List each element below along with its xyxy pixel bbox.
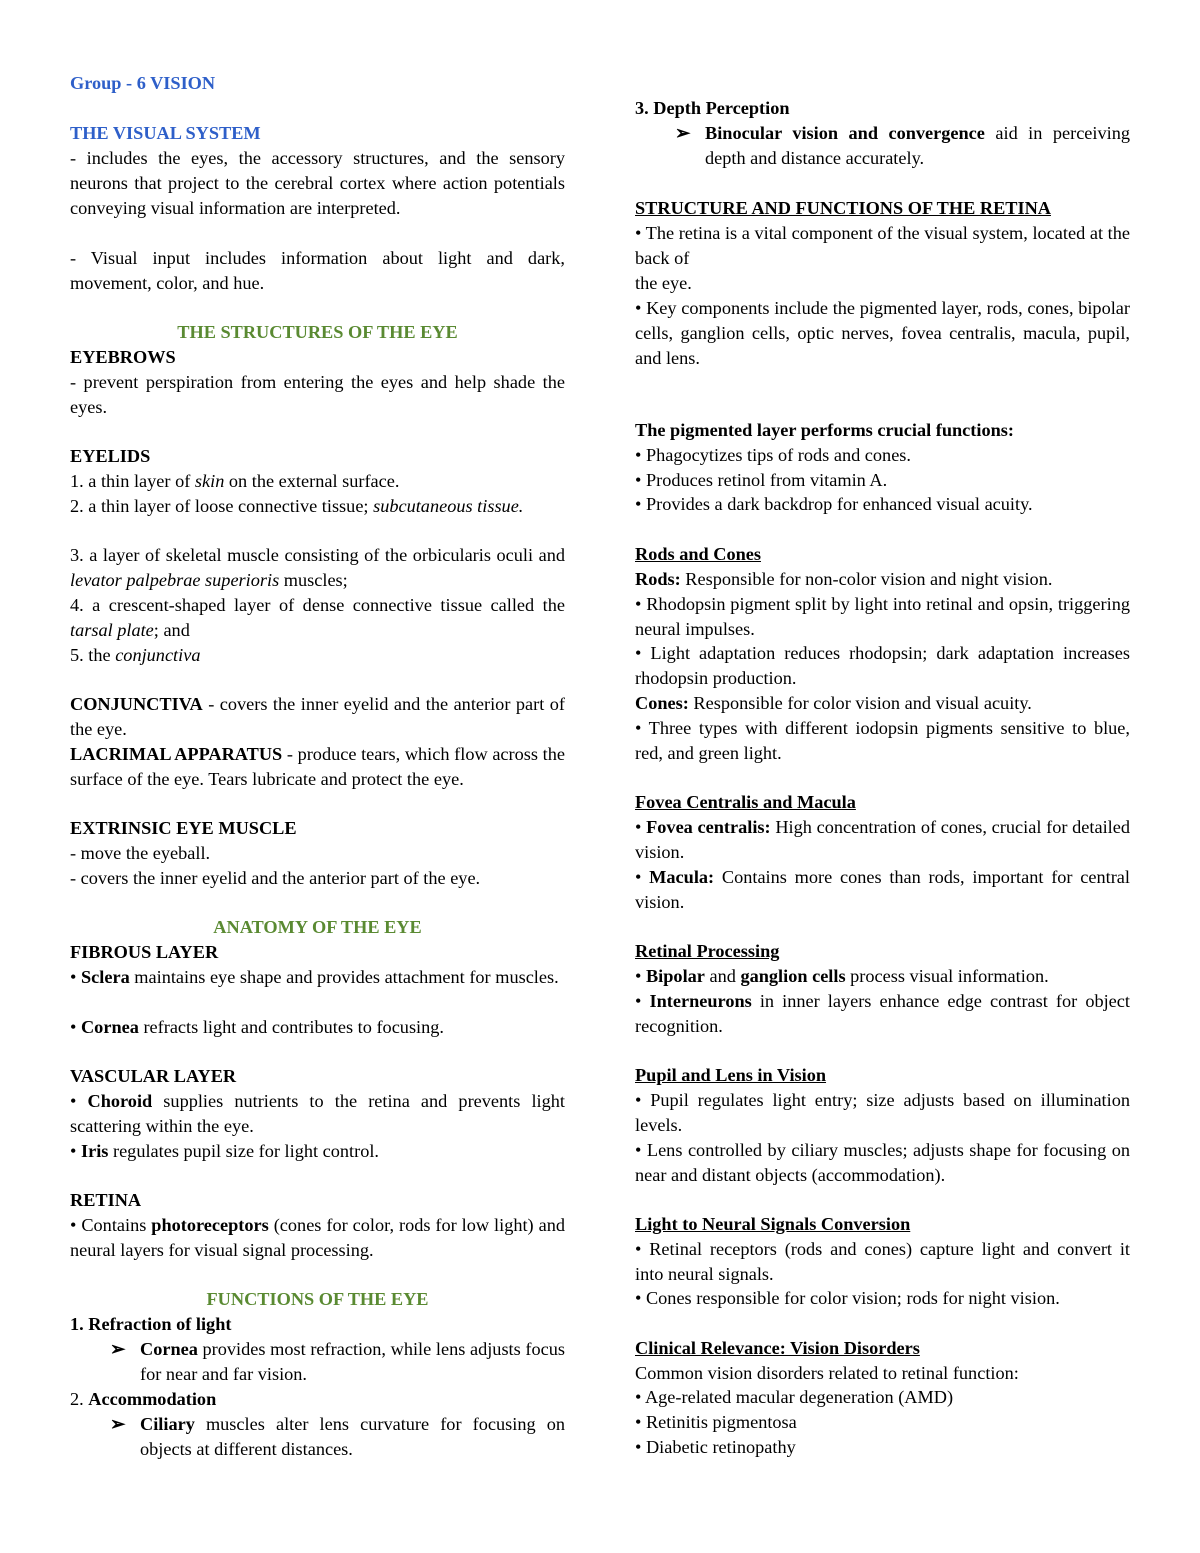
retina-title: RETINA	[70, 1190, 142, 1210]
cornea-text: refracts light and contributes to focusing.	[138, 1017, 444, 1037]
bullet: •	[635, 966, 646, 986]
function-2-title	[70, 1387, 565, 1412]
eyelid-3-levator: levator palpebrae superioris	[70, 569, 280, 590]
fibrous-item-sclera	[70, 965, 565, 990]
eyelid-item-5	[70, 643, 565, 668]
macula-term: Macula:	[649, 867, 715, 887]
pigmented-item-3: • Provides a dark backdrop for enhanced visual acuity.	[635, 494, 1033, 514]
clinical-intro: Common vision disorders related to retinal function:	[635, 1363, 1019, 1383]
eyelid-2-text-a: 2. a thin layer of loose connective tissue;	[70, 496, 374, 516]
rods-cones-heading: Rods and Cones	[635, 544, 761, 564]
lacrimal-entry	[70, 742, 565, 792]
rods-definition	[635, 567, 1130, 592]
visual-system-heading: THE VISUAL SYSTEM	[70, 123, 261, 143]
rods-item-2: • Light adaptation reduces rhodopsin; dark adaptation increases rhodopsin production.	[635, 643, 1130, 688]
structures-heading: THE STRUCTURES OF THE EYE	[177, 322, 458, 342]
extrinsic-muscle-line-1: - move the eyeball.	[70, 843, 211, 863]
fovea-text: High concentration of cones, crucial for detailed vision.	[635, 817, 1130, 862]
retina-paragraph-2: • Key components include the pigmented layer, rods, cones, bipolar cells, ganglion cells, optic nerves, fovea centralis, macula, pupil, and lens.	[635, 298, 1130, 368]
extrinsic-muscle-line-2: - covers the inner eyelid and the anterior part of the eye.	[70, 868, 481, 888]
function-2-text: muscles alter lens curvature for focusing on objects at different distances.	[140, 1414, 565, 1459]
depth-perception-item	[635, 121, 1130, 171]
iris-text: regulates pupil size for light control.	[108, 1141, 380, 1161]
conversion-item-2: • Cones responsible for color vision; rods for night vision.	[635, 1288, 1060, 1308]
conjunctiva-text: - covers the inner eyelid and the anterior part of the eye.	[70, 694, 565, 739]
anatomy-heading: ANATOMY OF THE EYE	[213, 917, 422, 937]
pupil-lens-item-2: • Lens controlled by ciliary muscles; adjusts shape for focusing on near and distant objects (accommodation).	[635, 1140, 1130, 1185]
eyelid-4-text-a: 4. a crescent-shaped layer of dense connective tissue called the	[70, 595, 565, 615]
retina-text-a: • Contains	[70, 1215, 152, 1235]
sclera-text: maintains eye shape and provides attachment for muscles.	[129, 967, 559, 987]
conversion-item-1: • Retinal receptors (rods and cones) capture light and convert it into neural signals.	[635, 1239, 1130, 1284]
disorder-item-2: • Retinitis pigmentosa	[635, 1412, 797, 1432]
processing-item-2	[635, 989, 1130, 1039]
rods-item-1: • Rhodopsin pigment split by light into retinal and opsin, triggering neural impulses.	[635, 594, 1130, 639]
eyelid-5-text-a: 5. the	[70, 645, 116, 665]
fovea-heading: Fovea Centralis and Macula	[635, 792, 856, 812]
lacrimal-text: - produce tears, which flow across the surface of the eye. Tears lubricate and protect the eye.	[70, 744, 565, 789]
eyelid-2-subcutaneous: subcutaneous tissue.	[373, 496, 524, 516]
function-1-title: 1. Refraction of light	[70, 1314, 232, 1334]
eyelid-item-2	[70, 494, 565, 519]
iris-term: Iris	[80, 1141, 109, 1161]
fovea-term: Fovea centralis:	[646, 817, 771, 837]
sclera-term: Sclera	[80, 967, 130, 987]
retina-structure-heading: STRUCTURE AND FUNCTIONS OF THE RETINA	[635, 198, 1051, 218]
bullet: •	[635, 817, 647, 837]
functions-heading: FUNCTIONS OF THE EYE	[206, 1289, 429, 1309]
processing-text-2: in inner layers enhance edge contrast for object recognition.	[635, 991, 1130, 1036]
function-2-number: 2.	[70, 1389, 89, 1409]
retina-paragraph-1a: • The retina is a vital component of the visual system, located at the back of	[635, 223, 1130, 268]
disorder-item-3: • Diabetic retinopathy	[635, 1437, 796, 1457]
pigmented-item-2: • Produces retinol from vitamin A.	[635, 470, 888, 490]
pigmented-layer-heading: The pigmented layer performs crucial functions:	[635, 420, 1014, 440]
eyelid-item-3	[70, 543, 565, 593]
eyelid-1-skin: skin	[194, 471, 225, 491]
disorder-item-1: • Age-related macular degeneration (AMD)	[635, 1387, 954, 1407]
visual-system-paragraph-1: - includes the eyes, the accessory structures, and the sensory neurons that project to the cerebral cortex where action potentials conveying visual information are interpreted.	[70, 148, 565, 218]
eyelid-4-text-b: ; and	[153, 619, 190, 640]
function-2-item	[70, 1412, 565, 1462]
eyelid-4-tarsal-plate: tarsal plate	[70, 619, 154, 640]
fibrous-item-cornea	[70, 1015, 565, 1040]
ciliary-term: Ciliary	[140, 1414, 195, 1434]
processing-text-1: process visual information.	[845, 966, 1049, 986]
cones-item-1: • Three types with different iodopsin pigments sensitive to blue, red, and green light.	[635, 718, 1130, 763]
conjunctiva-entry	[70, 692, 565, 742]
ganglion-term: ganglion cells	[740, 966, 846, 986]
conjunction: and	[704, 966, 741, 986]
function-1-text: provides most refraction, while lens adjusts focus for near and far vision.	[140, 1339, 565, 1384]
bullet: •	[635, 867, 650, 887]
eyelids-title: EYELIDS	[70, 446, 151, 466]
extrinsic-muscle-title: EXTRINSIC EYE MUSCLE	[70, 818, 297, 838]
eyebrows-title: EYEBROWS	[70, 347, 176, 367]
rods-term: Rods:	[635, 569, 681, 589]
bullet: •	[70, 967, 81, 987]
fibrous-layer-title: FIBROUS LAYER	[70, 942, 219, 962]
document-title: Group - 6 VISION	[70, 73, 216, 93]
eyelid-5-conjunctiva: conjunctiva	[115, 645, 201, 665]
conjunctiva-title: CONJUNCTIVA	[70, 694, 203, 714]
accommodation-term: Accommodation	[88, 1389, 217, 1409]
eyelid-1-text-b: on the external surface.	[224, 471, 400, 491]
retina-item	[70, 1213, 565, 1263]
cornea-term: Cornea	[80, 1017, 139, 1037]
cones-term: Cones:	[635, 693, 689, 713]
retinal-processing-heading: Retinal Processing	[635, 941, 780, 961]
pupil-lens-heading: Pupil and Lens in Vision	[635, 1065, 827, 1085]
choroid-text: supplies nutrients to the retina and prevents light scattering within the eye.	[70, 1091, 565, 1136]
cones-text: Responsible for color vision and visual acuity.	[688, 693, 1032, 713]
eyelid-3-text-b: muscles;	[279, 569, 348, 590]
macula-text: Contains more cones than rods, important for central vision.	[635, 867, 1130, 912]
bullet: •	[70, 1141, 81, 1161]
interneurons-term: Interneurons	[649, 991, 752, 1011]
eyelid-1-text-a: 1. a thin layer of	[70, 471, 195, 491]
vascular-item-choroid	[70, 1089, 565, 1139]
binocular-term: Binocular vision and convergence	[705, 123, 985, 143]
cones-definition	[635, 691, 1130, 716]
arrow-bullet-icon: ➢	[110, 1414, 126, 1434]
pupil-lens-item-1: • Pupil regulates light entry; size adjusts based on illumination levels.	[635, 1090, 1130, 1135]
lacrimal-title: LACRIMAL APPARATUS	[70, 744, 283, 764]
retina-text-b: (cones for color, rods for low light) and neural layers for visual signal processing.	[70, 1215, 565, 1260]
photoreceptors-term: photoreceptors	[151, 1215, 269, 1235]
bullet: •	[70, 1091, 88, 1111]
eyelid-3-text-a: 3. a layer of skeletal muscle consisting of the orbicularis oculi and	[70, 545, 565, 565]
eyelid-item-4	[70, 593, 565, 643]
retina-paragraph-1b: the eye.	[635, 273, 692, 293]
fovea-item-1	[635, 815, 1130, 865]
vascular-item-iris	[70, 1139, 565, 1164]
processing-item-1	[635, 964, 1130, 989]
function-1-item	[70, 1337, 565, 1387]
fovea-item-2	[635, 865, 1130, 915]
visual-system-paragraph-2: - Visual input includes information about light and dark, movement, color, and hue.	[70, 248, 565, 293]
depth-perception-text: aid in perceiving depth and distance accurately.	[705, 123, 1131, 168]
arrow-bullet-icon: ➢	[110, 1339, 126, 1359]
conversion-heading: Light to Neural Signals Conversion	[635, 1214, 911, 1234]
vascular-layer-title: VASCULAR LAYER	[70, 1066, 237, 1086]
rods-text: Responsible for non-color vision and night vision.	[680, 569, 1053, 589]
arrow-bullet-icon: ➢	[675, 123, 691, 143]
choroid-term: Choroid	[87, 1091, 153, 1111]
bipolar-term: Bipolar	[645, 966, 705, 986]
bullet: •	[635, 991, 650, 1011]
bullet: •	[70, 1017, 81, 1037]
clinical-heading: Clinical Relevance: Vision Disorders	[635, 1338, 920, 1358]
depth-perception-title: 3. Depth Perception	[635, 98, 790, 118]
pigmented-item-1: • Phagocytizes tips of rods and cones.	[635, 445, 911, 465]
cornea-term: Cornea	[140, 1339, 198, 1359]
eyebrows-text: - prevent perspiration from entering the eyes and help shade the eyes.	[70, 372, 565, 417]
eyelid-item-1	[70, 469, 565, 494]
